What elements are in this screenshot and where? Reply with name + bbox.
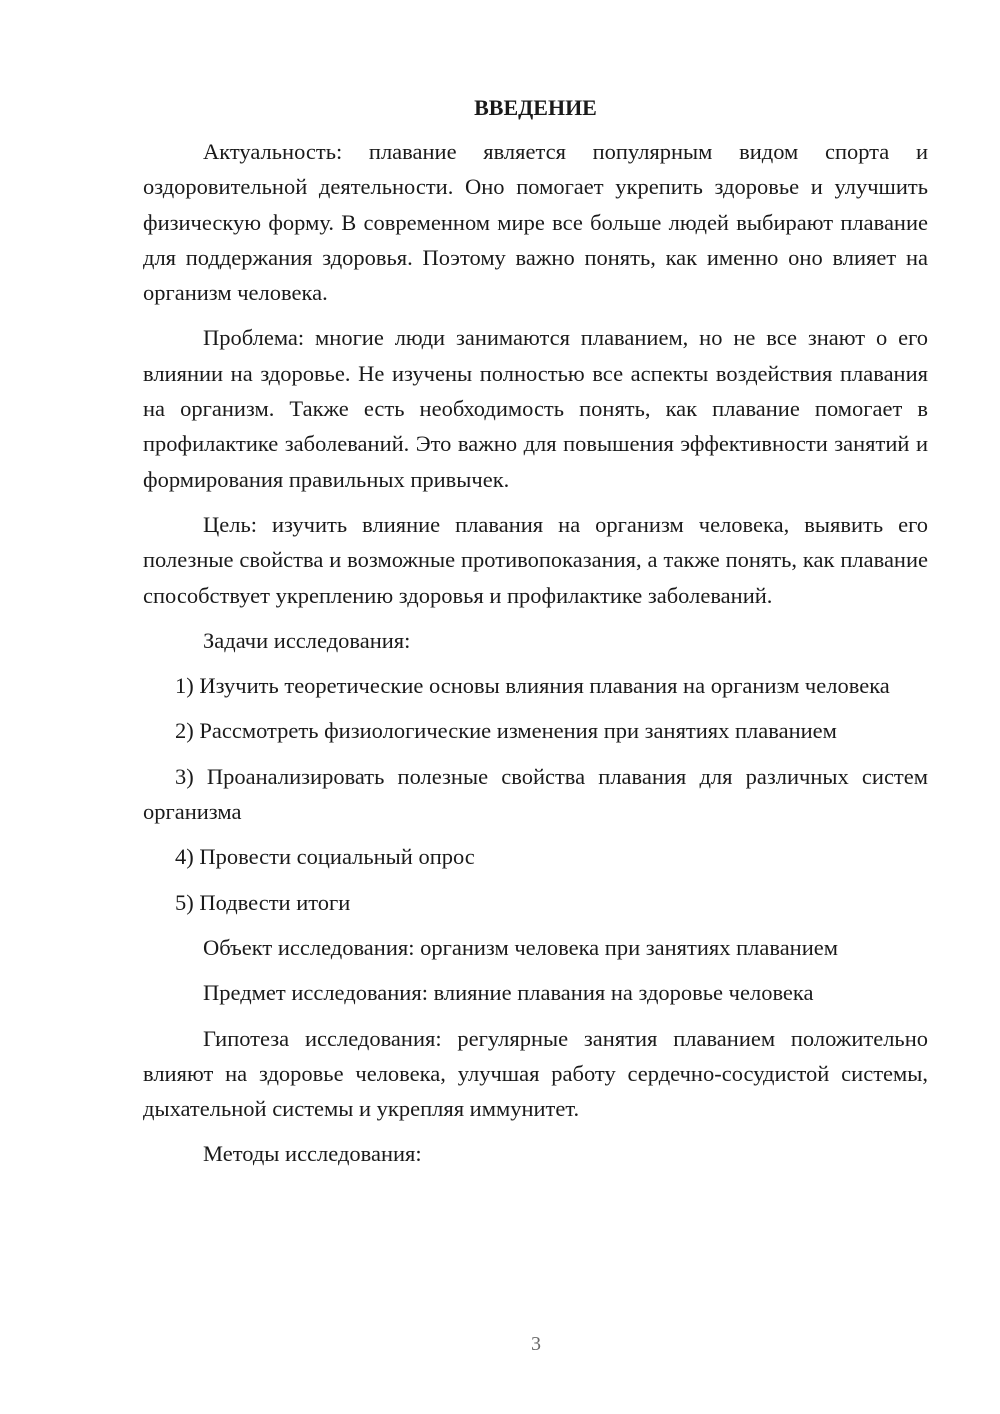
- task-item: 3) Проанализировать полезные свойства плавания для различных систем организма: [143, 763, 928, 825]
- task-item: 1) Изучить теоретические основы влияния плавания на организм человека: [175, 673, 890, 699]
- tasks-title: Задачи исследования:: [203, 627, 411, 653]
- task-item: 5) Подвести итоги: [175, 889, 351, 915]
- hypothesis-paragraph: Гипотеза исследования: регулярные занятия плаванием положительно влияют на здоровье человека, улучшая работу сердечно-сосудистой системы, дыхательной системы и укрепляя иммунитет.: [143, 1025, 928, 1122]
- object-paragraph: Объект исследования: организм человека при занятиях плаванием: [203, 934, 838, 960]
- goal-paragraph: Цель: изучить влияние плавания на организм человека, выявить его полезные свойства и возможные противопоказания, а также понять, как плавание способствует укреплению здоровья и профилактике заболеваний.: [143, 511, 928, 608]
- relevance-paragraph: Актуальность: плавание является популярным видом спорта и оздоровительной деятельности. Оно помогает укрепить здоровье и улучшить физическую форму. В современном мире все больше людей выбирают плавание для поддержания здоровья. Поэтому важно понять, как именно оно влияет на организм человека.: [143, 139, 928, 306]
- methods-title: Методы исследования:: [203, 1141, 422, 1167]
- subject-paragraph: Предмет исследования: влияние плавания на здоровье человека: [203, 980, 814, 1006]
- page-number: 3: [531, 1333, 541, 1355]
- task-item: 2) Рассмотреть физиологические изменения при занятиях плаванием: [175, 718, 837, 744]
- problem-paragraph: Проблема: многие люди занимаются плаванием, но не все знают о его влиянии на здоровье. Не изучены полностью все аспекты воздействия плавания на организм. Также есть необходимость понять, как плавание помогает в профилактике заболеваний. Это важно для повышения эффективности занятий и формирования правильных привычек.: [143, 325, 928, 492]
- page-content: [143, 92, 928, 1182]
- task-item: 4) Провести социальный опрос: [175, 844, 475, 870]
- section-heading: ВВЕДЕНИЕ: [474, 95, 597, 120]
